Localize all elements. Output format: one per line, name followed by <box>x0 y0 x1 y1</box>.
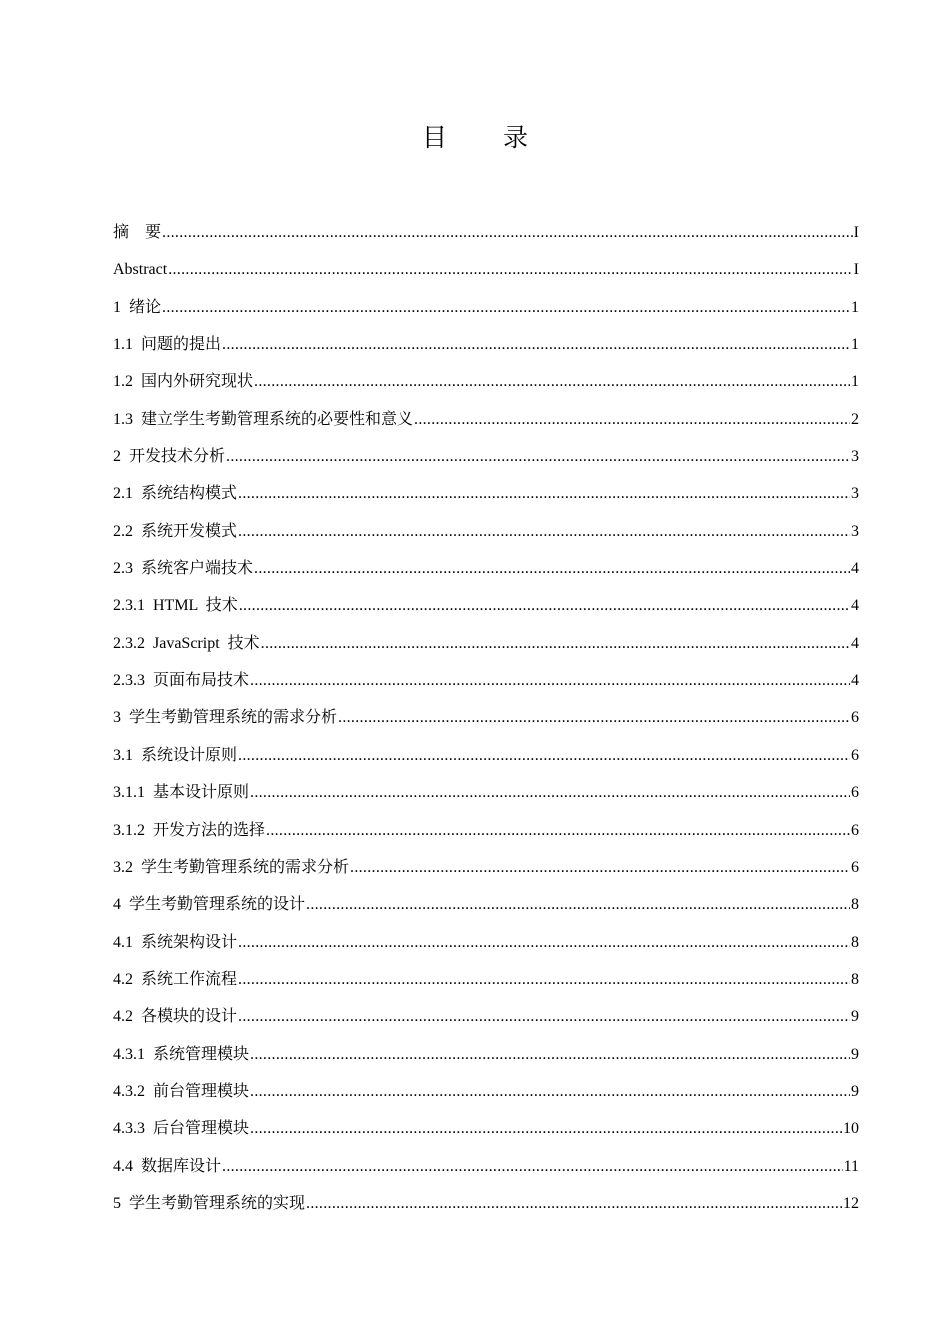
toc-page-number: 4 <box>851 672 859 690</box>
toc-entry[interactable] <box>113 737 859 774</box>
toc-leader-dots <box>226 438 850 475</box>
toc-entry[interactable] <box>113 513 859 550</box>
toc-page-number: 6 <box>851 709 859 727</box>
toc-page-number: 3 <box>851 485 859 503</box>
toc-entry[interactable] <box>113 214 859 251</box>
toc-entry[interactable] <box>113 1110 859 1147</box>
toc-leader-dots <box>222 1148 843 1185</box>
toc-entry-label: 3 学生考勤管理系统的需求分析 <box>113 709 338 727</box>
toc-entry[interactable] <box>113 699 859 736</box>
toc-page-number: 8 <box>851 933 859 951</box>
toc-entry[interactable] <box>113 401 859 438</box>
toc-page-number: 3 <box>851 522 859 540</box>
toc-entry-label: 1.2 国内外研究现状 <box>113 373 254 391</box>
toc-leader-dots <box>162 289 850 326</box>
toc-entry-label: 2.3.3 页面布局技术 <box>113 672 250 690</box>
toc-entry[interactable] <box>113 774 859 811</box>
toc-leader-dots <box>238 475 850 512</box>
toc-leader-dots <box>222 326 850 363</box>
toc-leader-dots <box>306 886 850 923</box>
toc-leader-dots <box>250 1036 850 1073</box>
toc-page-number: 1 <box>851 373 859 391</box>
toc-page-number: 12 <box>843 1194 859 1212</box>
toc-entry-label: 3.1.2 开发方法的选择 <box>113 821 266 839</box>
toc-page-number: 6 <box>851 821 859 839</box>
toc-page-number: I <box>853 261 859 279</box>
toc-page-number: 3 <box>851 448 859 466</box>
toc-page-number: 9 <box>851 1082 859 1100</box>
toc-page-number: 10 <box>843 1120 859 1138</box>
toc-entry[interactable] <box>113 625 859 662</box>
toc-entry-label: 1 绪论 <box>113 298 162 316</box>
toc-page-number: 6 <box>851 746 859 764</box>
toc-leader-dots <box>350 849 850 886</box>
toc-entry-label: 4.2 系统工作流程 <box>113 970 238 988</box>
toc-leader-dots <box>238 513 850 550</box>
toc-entry[interactable] <box>113 886 859 923</box>
toc-entry-label: 4 学生考勤管理系统的设计 <box>113 896 306 914</box>
toc-entry-label: 2.3 系统客户端技术 <box>113 560 254 578</box>
toc-leader-dots <box>338 699 850 736</box>
toc-leader-dots <box>261 625 850 662</box>
toc-entry-label: 摘 要 <box>113 224 162 241</box>
toc-leader-dots <box>238 924 850 961</box>
toc-page-number: 8 <box>851 896 859 914</box>
toc-entry-label: 3.1.1 基本设计原则 <box>113 784 250 802</box>
toc-leader-dots <box>239 587 850 624</box>
toc-leader-dots <box>238 737 850 774</box>
toc-entry-label: 2.3.2 JavaScript 技术 <box>113 634 260 652</box>
toc-entry[interactable] <box>113 475 859 512</box>
toc-leader-dots <box>162 214 853 251</box>
toc-leader-dots <box>250 774 850 811</box>
page-title: 目 录 <box>422 123 552 152</box>
toc-page-number: 6 <box>851 784 859 802</box>
toc-page-number: 9 <box>851 1045 859 1063</box>
toc-leader-dots <box>306 1185 842 1222</box>
toc-leader-dots <box>254 363 850 400</box>
toc-entry-label: 3.1 系统设计原则 <box>113 746 238 764</box>
toc-entry[interactable] <box>113 812 859 849</box>
toc-entry-label: 2.2 系统开发模式 <box>113 522 238 540</box>
toc-leader-dots <box>238 998 850 1035</box>
toc-entry-label: 1.3 建立学生考勤管理系统的必要性和意义 <box>113 410 414 428</box>
toc-entry-label: 5 学生考勤管理系统的实现 <box>113 1194 306 1212</box>
toc-entry[interactable] <box>113 251 859 288</box>
toc-entry[interactable] <box>113 1036 859 1073</box>
toc-leader-dots <box>414 401 850 438</box>
toc-entry[interactable] <box>113 662 859 699</box>
toc-page-number: 1 <box>851 298 859 316</box>
toc-page-number: 1 <box>851 336 859 354</box>
toc-entry[interactable] <box>113 924 859 961</box>
toc-leader-dots <box>168 251 852 288</box>
toc-entry-label: 4.3.3 后台管理模块 <box>113 1120 250 1138</box>
toc-page-number: 6 <box>851 858 859 876</box>
toc-entry[interactable] <box>113 1185 859 1222</box>
toc-entry[interactable] <box>113 1073 859 1110</box>
toc-entry[interactable] <box>113 961 859 998</box>
toc-entry[interactable] <box>113 438 859 475</box>
toc-entry[interactable] <box>113 326 859 363</box>
toc-entry-label: 2 开发技术分析 <box>113 448 226 466</box>
toc-entry-label: 2.1 系统结构模式 <box>113 485 238 503</box>
toc-entry[interactable] <box>113 1148 859 1185</box>
toc-entry[interactable] <box>113 550 859 587</box>
toc-leader-dots <box>238 961 850 998</box>
toc-page-number: 4 <box>851 560 859 578</box>
table-of-contents <box>113 214 859 1222</box>
toc-page-number: I <box>853 224 859 241</box>
toc-entry-label: 1.1 问题的提出 <box>113 336 222 354</box>
toc-entry[interactable] <box>113 998 859 1035</box>
toc-page-number: 11 <box>843 1157 859 1175</box>
toc-page-number: 2 <box>851 410 859 428</box>
toc-entry[interactable] <box>113 289 859 326</box>
toc-leader-dots <box>266 812 850 849</box>
toc-entry[interactable] <box>113 849 859 886</box>
toc-entry-label: Abstract <box>113 261 168 279</box>
toc-page-number: 9 <box>851 1008 859 1026</box>
toc-entry-label: 4.3.2 前台管理模块 <box>113 1082 250 1100</box>
toc-leader-dots <box>254 550 850 587</box>
toc-entry-label: 4.3.1 系统管理模块 <box>113 1045 250 1063</box>
toc-page-number: 8 <box>851 970 859 988</box>
toc-leader-dots <box>250 1110 842 1147</box>
toc-entry-label: 2.3.1 HTML 技术 <box>113 597 238 615</box>
toc-entry-label: 4.1 系统架构设计 <box>113 933 238 951</box>
toc-entry-label: 4.2 各模块的设计 <box>113 1008 238 1026</box>
toc-entry-label: 4.4 数据库设计 <box>113 1157 222 1175</box>
toc-page-number: 4 <box>851 597 859 615</box>
toc-entry[interactable] <box>113 363 859 400</box>
toc-entry-label: 3.2 学生考勤管理系统的需求分析 <box>113 858 350 876</box>
toc-page-number: 4 <box>851 634 859 652</box>
toc-leader-dots <box>250 1073 850 1110</box>
toc-leader-dots <box>250 662 850 699</box>
toc-entry[interactable] <box>113 587 859 624</box>
